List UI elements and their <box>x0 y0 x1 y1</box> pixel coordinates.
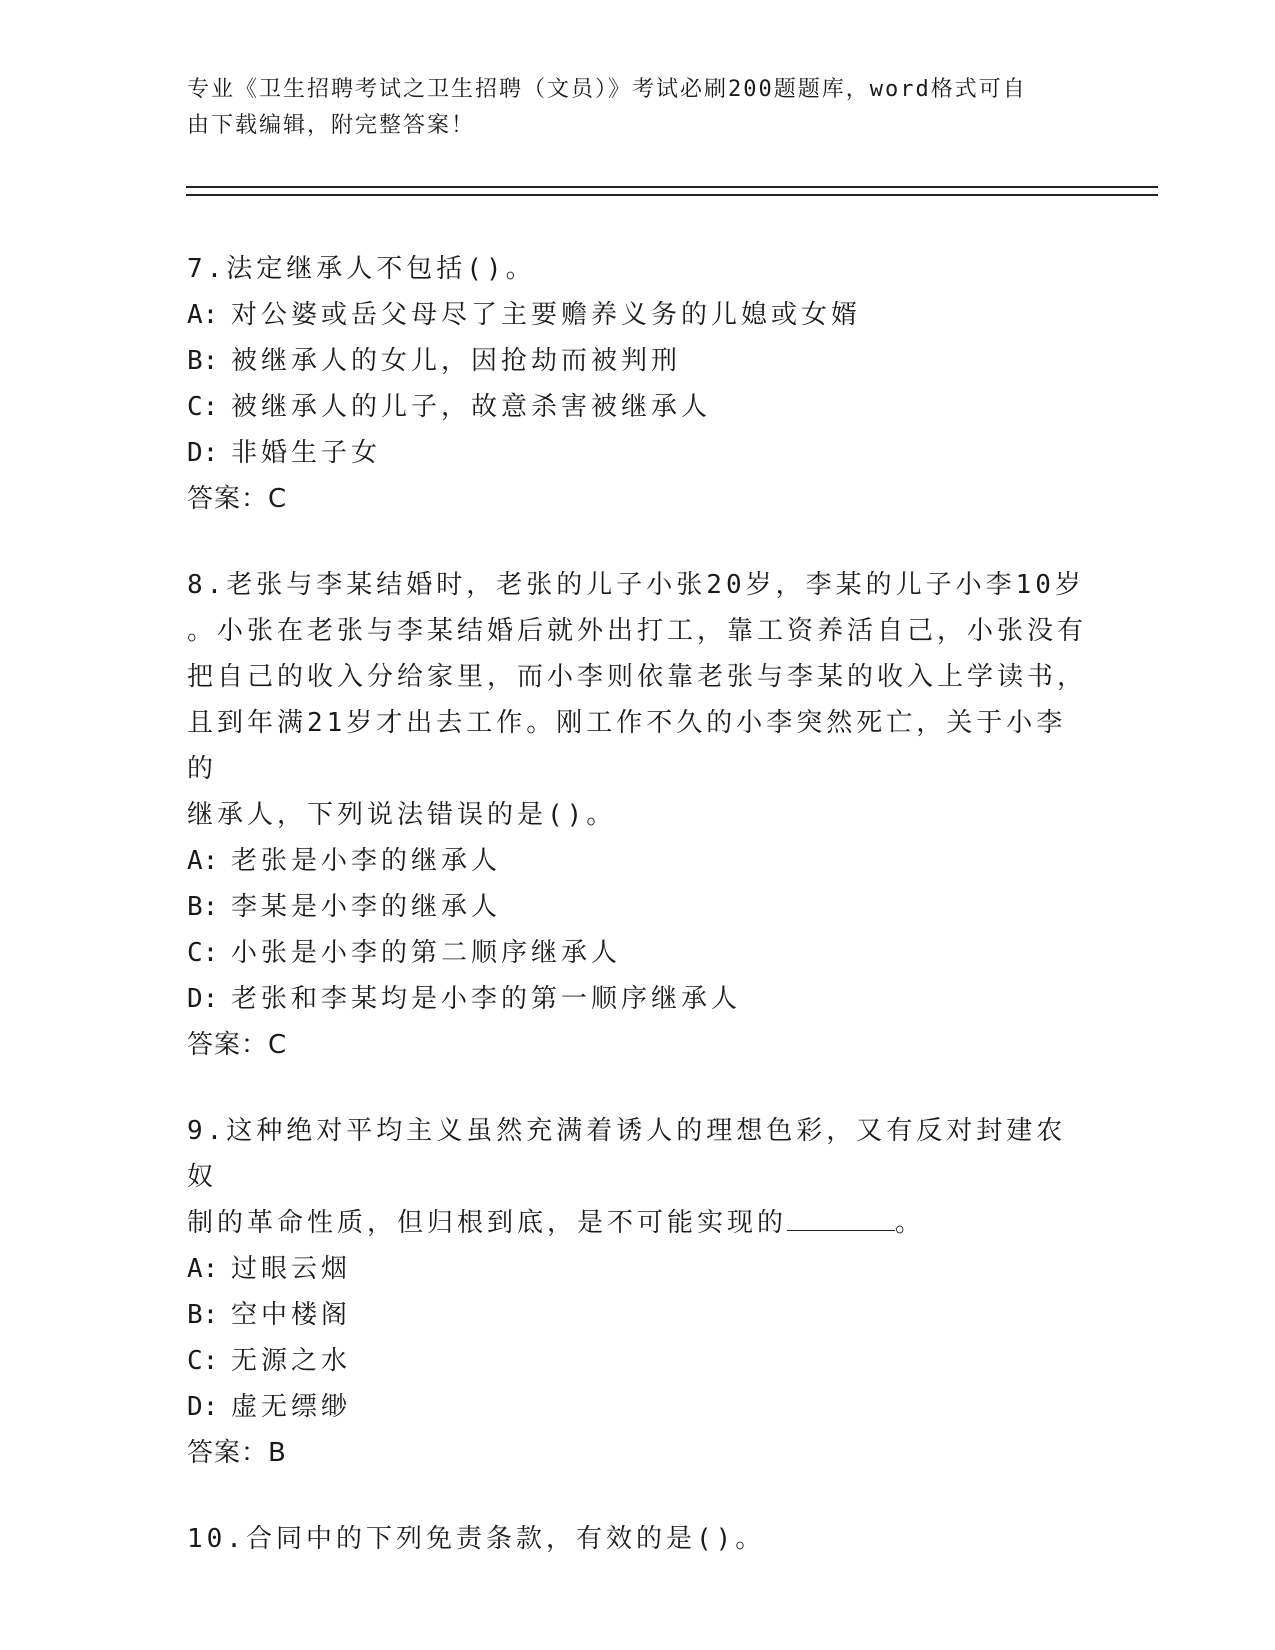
option-key: B: <box>187 346 219 376</box>
question-10 <box>187 1516 1087 1562</box>
question-stem: 10.合同中的下列免责条款，有效的是()。 <box>187 1524 766 1554</box>
option-text: 老张是小李的继承人 <box>231 846 502 876</box>
option-text: 空中楼阁 <box>231 1300 352 1330</box>
answer-line: 答案：C <box>187 1030 288 1060</box>
question-stem-line: 8.老张与李某结婚时，老张的儿子小张20岁，李某的儿子小李10岁 <box>187 570 1085 600</box>
option-key: C: <box>187 392 219 422</box>
option-a <box>187 1246 1087 1292</box>
answer-line: 答案：C <box>187 484 288 514</box>
question-8 <box>187 562 1087 1068</box>
option-c <box>187 1338 1087 1384</box>
answer-line: 答案：B <box>187 1438 287 1468</box>
option-key: D: <box>187 984 219 1014</box>
option-key: C: <box>187 938 219 968</box>
question-stem-tail: 。 <box>895 1208 926 1238</box>
option-b <box>187 884 1087 930</box>
option-text: 被继承人的儿子，故意杀害被继承人 <box>231 392 712 422</box>
option-text: 过眼云烟 <box>231 1254 352 1284</box>
option-d <box>187 1384 1087 1430</box>
option-a <box>187 292 1087 338</box>
option-text: 虚无缥缈 <box>231 1392 352 1422</box>
option-text: 被继承人的女儿，因抢劫而被判刑 <box>231 346 682 376</box>
option-key: A: <box>187 1254 219 1284</box>
option-key: B: <box>187 892 219 922</box>
question-7 <box>187 246 1087 522</box>
option-key: D: <box>187 1392 219 1422</box>
option-text: 李某是小李的继承人 <box>231 892 502 922</box>
question-stem-line: 把自己的收入分给家里，而小李则依靠老张与李某的收入上学读书， <box>187 662 1088 692</box>
option-text: 老张和李某均是小李的第一顺序继承人 <box>231 984 742 1014</box>
option-a <box>187 838 1087 884</box>
header-line-2: 由下载编辑，附完整答案！ <box>187 113 476 138</box>
option-b <box>187 1292 1087 1338</box>
question-9 <box>187 1108 1087 1476</box>
option-text: 非婚生子女 <box>231 438 382 468</box>
question-stem-line: 9.这种绝对平均主义虽然充满着诱人的理想色彩，又有反对封建农奴 <box>187 1116 1067 1192</box>
option-key: A: <box>187 300 219 330</box>
option-text: 对公婆或岳父母尽了主要赡养义务的儿媳或女婿 <box>231 300 862 330</box>
option-c <box>187 930 1087 976</box>
option-text: 小张是小李的第二顺序继承人 <box>231 938 622 968</box>
question-stem: 7.法定继承人不包括()。 <box>187 254 536 284</box>
question-stem-line <box>187 1200 1087 1246</box>
fill-blank <box>787 1206 895 1231</box>
question-stem-line: 且到年满21岁才出去工作。刚工作不久的小李突然死亡，关于小李的 <box>187 708 1067 784</box>
option-text: 无源之水 <box>231 1346 352 1376</box>
header-line-1: 专业《卫生招聘考试之卫生招聘（文员）》考试必刷200题题库，word格式可自 <box>187 77 1027 102</box>
option-key: D: <box>187 438 219 468</box>
option-c <box>187 384 1087 430</box>
question-stem-line: 。小张在老张与李某结婚后就外出打工，靠工资养活自己，小张没有 <box>187 616 1088 646</box>
option-key: A: <box>187 846 219 876</box>
question-stem-line: 继承人，下列说法错误的是()。 <box>187 800 617 830</box>
document-page <box>187 72 1087 1562</box>
question-stem-text: 制的革命性质，但归根到底，是不可能实现的 <box>187 1208 788 1238</box>
option-d <box>187 430 1087 476</box>
option-b <box>187 338 1087 384</box>
option-d <box>187 976 1087 1022</box>
header-divider <box>186 186 1158 196</box>
option-key: B: <box>187 1300 219 1330</box>
option-key: C: <box>187 1346 219 1376</box>
